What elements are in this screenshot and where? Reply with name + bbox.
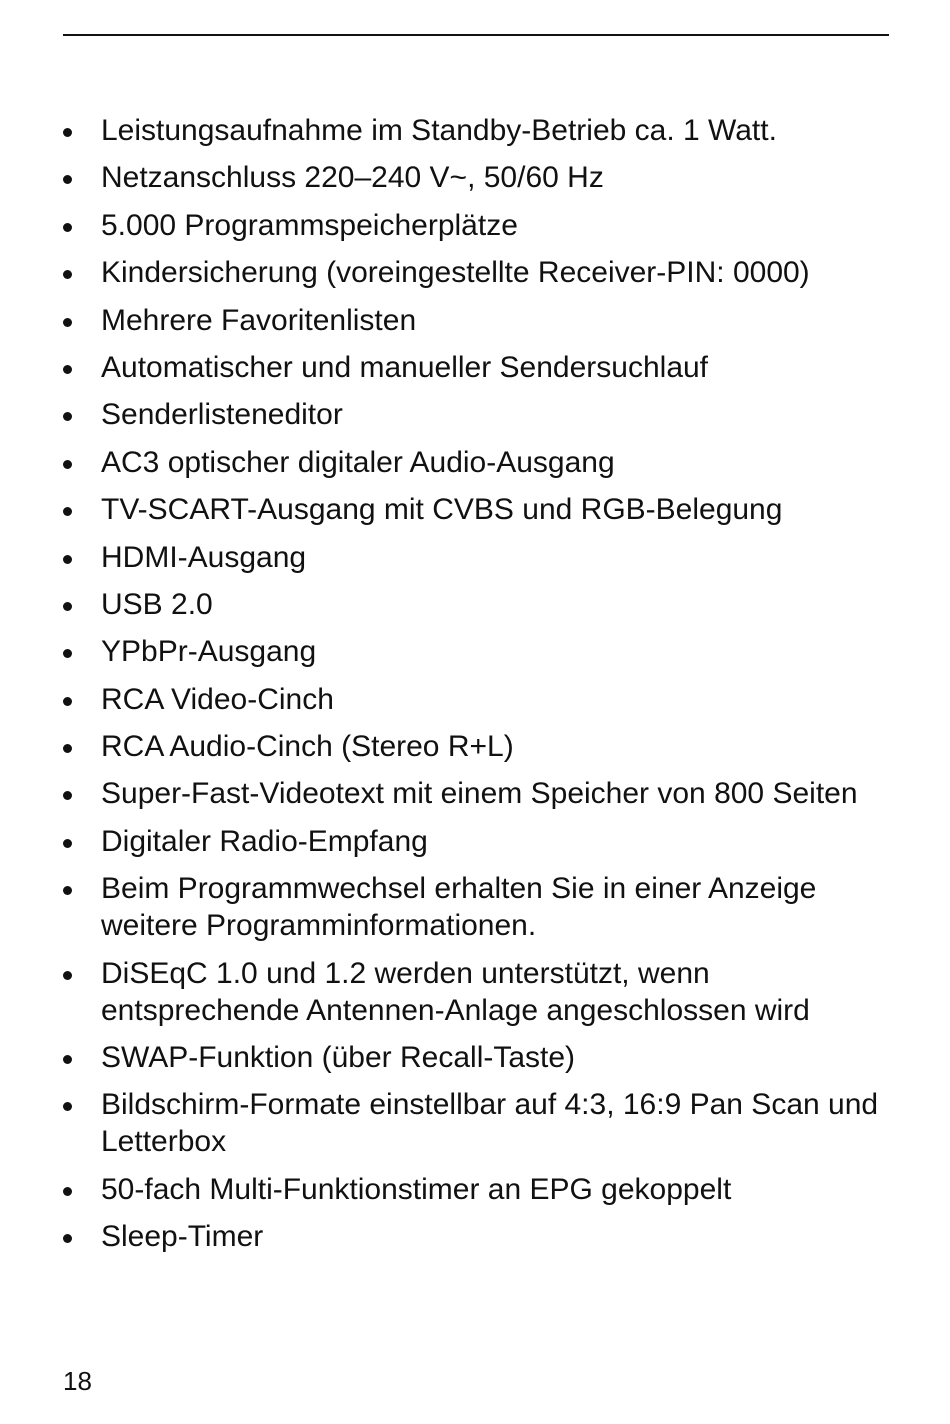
bullet-icon [63,128,72,137]
feature-item [0,955,950,1029]
feature-item [0,159,950,196]
bullet-icon [63,223,72,232]
feature-text: Digitaler Radio-Empfang [101,824,428,858]
feature-item [0,1086,950,1160]
feature-item [0,870,950,944]
feature-text: Automatischer und manueller Sendersuchlauf [101,350,709,384]
feature-item [0,396,950,433]
feature-item [0,633,950,670]
feature-text: DiSEqC 1.0 und 1.2 werden unterstützt, wenn entsprechende Antennen-Anlage angeschlossen wird [101,956,810,1027]
bullet-icon [63,791,72,800]
bullet-icon [63,460,72,469]
bullet-icon [63,412,72,421]
bullet-icon [63,1102,72,1111]
feature-text: Beim Programmwechsel erhalten Sie in einer Anzeige weitere Programminformationen. [101,872,817,943]
bullet-icon [63,697,72,706]
bullet-icon [63,1055,72,1064]
bullet-icon [63,365,72,374]
bullet-icon [63,649,72,658]
feature-item [0,681,950,718]
header-divider [63,34,889,36]
feature-item [0,444,950,481]
feature-list [0,112,950,1266]
bullet-icon [63,175,72,184]
feature-item [0,728,950,765]
feature-item [0,491,950,528]
feature-item [0,1218,950,1255]
feature-item [0,539,950,576]
feature-text: TV-SCART-Ausgang mit CVBS und RGB-Belegung [101,493,783,527]
bullet-icon [63,555,72,564]
feature-item [0,1171,950,1208]
feature-item [0,775,950,812]
bullet-icon [63,744,72,753]
feature-text: Bildschirm-Formate einstellbar auf 4:3, 16:9 Pan Scan und Letterbox [101,1088,879,1159]
feature-text: YPbPr-Ausgang [101,635,317,669]
bullet-icon [63,602,72,611]
bullet-icon [63,886,72,895]
feature-item [0,1039,950,1076]
feature-item [0,823,950,860]
bullet-icon [63,270,72,279]
feature-text: Sleep-Timer [101,1220,264,1254]
bullet-icon [63,1234,72,1243]
feature-text: Netzanschluss 220–240 V~, 50/60 Hz [101,161,604,195]
feature-text: Kindersicherung (voreingestellte Receiver-PIN: 0000) [101,256,810,290]
feature-item [0,302,950,339]
feature-text: USB 2.0 [101,587,213,621]
feature-text: HDMI-Ausgang [101,540,307,574]
feature-text: 5.000 Programmspeicherplätze [101,208,518,242]
bullet-icon [63,318,72,327]
feature-text: RCA Video-Cinch [101,682,334,716]
bullet-icon [63,839,72,848]
feature-item [0,349,950,386]
bullet-icon [63,971,72,980]
feature-item [0,207,950,244]
feature-item [0,254,950,291]
feature-text: 50-fach Multi-Funktionstimer an EPG gekoppelt [101,1172,732,1206]
page-number: 18 [63,1366,92,1396]
bullet-icon [63,507,72,516]
feature-text: RCA Audio-Cinch (Stereo R+L) [101,730,514,764]
feature-item [0,586,950,623]
feature-text: Mehrere Favoritenlisten [101,303,417,337]
feature-text: SWAP-Funktion (über Recall-Taste) [101,1041,576,1075]
feature-item [0,112,950,149]
feature-text: Senderlisteneditor [101,398,343,432]
bullet-icon [63,1187,72,1196]
feature-text: Leistungsaufnahme im Standby-Betrieb ca. 1 Watt. [101,114,777,147]
feature-text: AC3 optischer digitaler Audio-Ausgang [101,445,615,479]
feature-text: Super-Fast-Videotext mit einem Speicher von 800 Seiten [101,777,858,811]
